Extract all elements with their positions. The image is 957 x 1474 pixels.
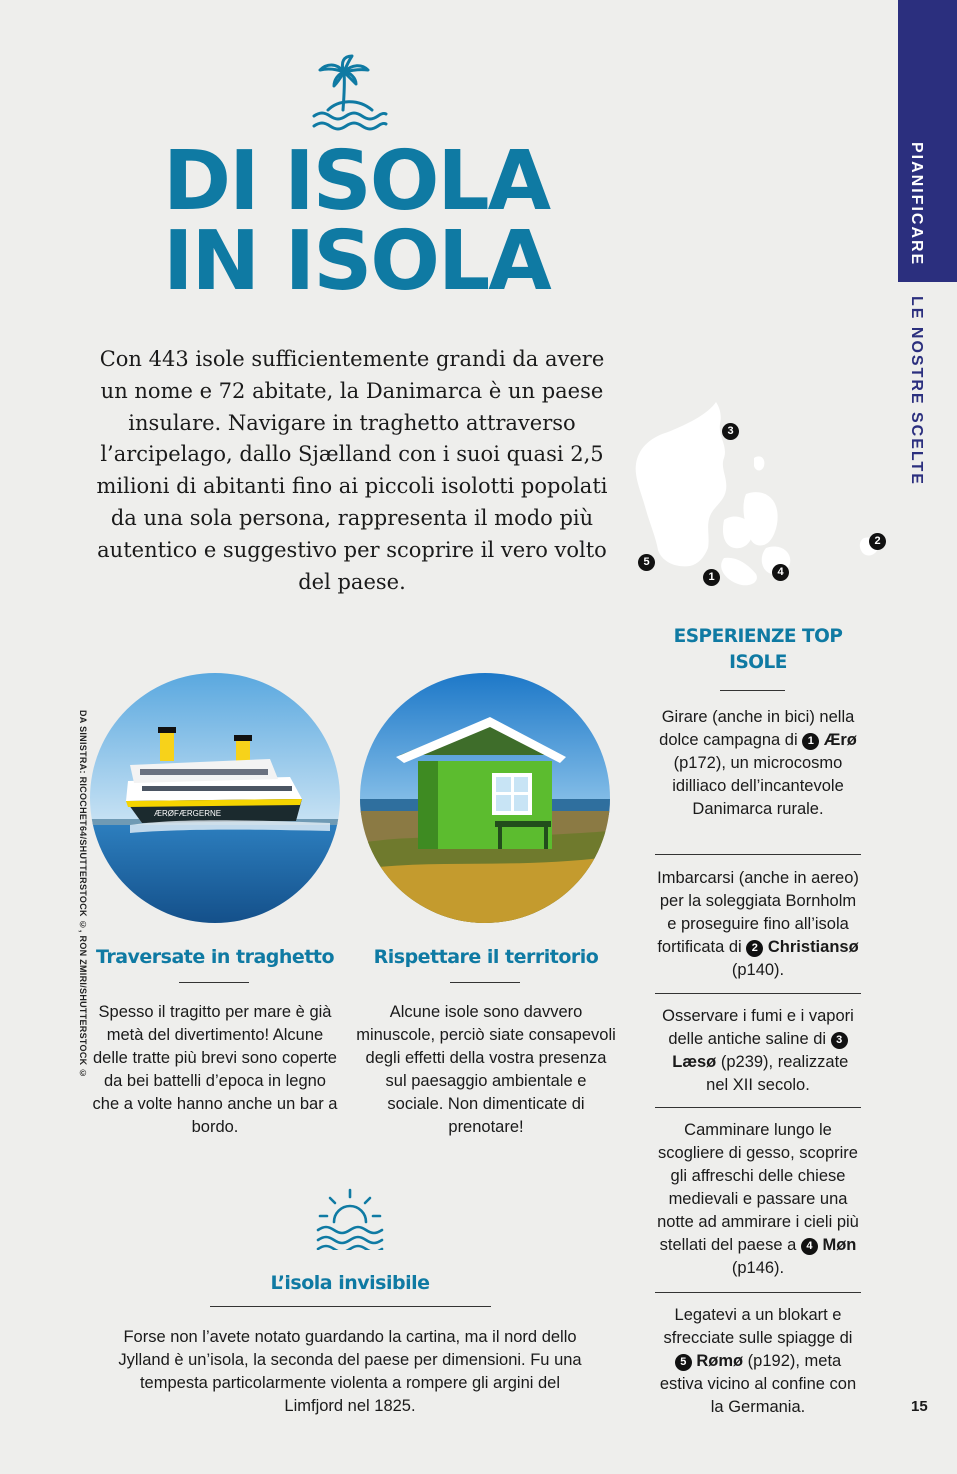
beach-hut-photo — [360, 673, 610, 923]
experiences-heading-line1: ESPERIENZE TOP — [673, 626, 843, 647]
sun-waves-icon — [316, 1186, 384, 1250]
divider — [655, 1292, 861, 1293]
experience-item-4: Camminare lungo le scogliere di gesso, scoprire gli affreschi delle chiese medievali e passare una notte ad ammirare i cieli più stellati del paese a 4 Møn (p146). — [657, 1121, 859, 1277]
divider — [655, 854, 861, 855]
place-name: Læsø — [672, 1053, 717, 1071]
divider — [450, 982, 520, 983]
divider — [210, 1306, 491, 1307]
experience-item-1: Girare (anche in bici) nella dolce campagna di 1 Ærø (p172), un microcosmo idilliaco dell’incantevole Danimarca rurale. — [659, 708, 857, 818]
feature-text-territory: Alcune isole sono davvero minuscole, perciò siate consapevoli degli effetti della vostra presenza sul paesaggio ambientale e sociale. Non dimenticate di prenotare! — [356, 1003, 616, 1136]
experiences-heading-line2: ISOLE — [729, 652, 787, 673]
page-number: 15 — [911, 1398, 928, 1415]
place-name: Ærø — [823, 731, 857, 749]
place-name: Christiansø — [767, 938, 859, 956]
experience-item-5: Legatevi a un blokart e sfrecciate sulle spiagge di 5 Rømø (p192), meta estiva vicino al confine con la Germania. — [659, 1306, 857, 1416]
page-title — [163, 134, 583, 309]
divider — [655, 1107, 861, 1108]
denmark-map — [628, 398, 892, 598]
number-3-badge: 3 — [831, 1032, 848, 1049]
number-4-badge: 4 — [801, 1238, 818, 1255]
number-2-badge: 2 — [746, 940, 763, 957]
experience-item-3: Osservare i fumi e i vapori delle antiche saline di 3 Læsø (p239), realizzate nel XII secolo. — [662, 1007, 854, 1094]
feature-heading-territory: Rispettare il territorio — [373, 946, 599, 968]
number-5-badge: 5 — [675, 1354, 692, 1371]
bottom-heading: L’isola invisibile — [270, 1272, 430, 1294]
divider — [655, 993, 861, 994]
experience-item-2: Imbarcarsi (anche in aereo) per la soleggiata Bornholm e proseguire fino all’isola fortificata di 2 Christiansø (p140). — [657, 869, 859, 979]
place-name: Rømø — [696, 1352, 744, 1370]
experiences-heading — [655, 624, 861, 676]
map-marker-1: 1 — [703, 568, 720, 586]
map-marker-3: 3 — [722, 422, 739, 440]
ferry-hull-text: ÆRØFÆRGERNE — [154, 809, 222, 818]
subsection-label: LE NOSTRE SCELTE — [908, 296, 925, 486]
feature-text-ferry: Spesso il tragitto per mare è già metà del divertimento! Alcune delle tratte più brevi sono coperte da bei battelli d’epoca in legno che a volte hanno anche un bar a bordo. — [92, 1003, 338, 1136]
section-tab-label: PIANIFICARE — [908, 142, 925, 267]
intro-paragraph: Con 443 isole sufficientemente grandi da avere un nome e 72 abitate, la Danimarca è un paese insulare. Navigare in traghetto attraverso l’arcipelago, dallo Sjælland con i suoi quasi 2,5 milioni di abitanti fino ai piccoli isolotti popolati da una sola persona, rappresenta il modo più autentico e suggestivo per scoprire il vero volto del paese. — [96, 347, 608, 594]
feature-heading-ferry: Traversate in traghetto — [95, 946, 335, 968]
map-marker-5: 5 — [638, 553, 655, 571]
divider — [179, 982, 249, 983]
photo-credit: DA SINISTRA: RICOCHET64/SHUTTERSTOCK ©, RON ZMIRI/SHUTTERSTOCK © — [78, 710, 88, 1079]
bottom-text: Forse non l’avete notato guardando la cartina, ma il nord dello Jylland è un’isola, la seconda del paese per dimensioni. Fu una tempesta particolarmente violenta a rompere gli argini del Limfjord nel 1825. — [118, 1328, 582, 1415]
ferry-photo — [90, 673, 340, 923]
map-marker-2: 2 — [869, 532, 886, 550]
palm-island-icon — [310, 52, 390, 132]
title-line-2: IN ISOLA — [163, 214, 550, 309]
number-1-badge: 1 — [802, 733, 819, 750]
map-marker-4: 4 — [772, 563, 789, 581]
divider — [720, 690, 785, 691]
place-name: Møn — [822, 1236, 857, 1254]
title-line-1: DI ISOLA — [163, 134, 550, 229]
